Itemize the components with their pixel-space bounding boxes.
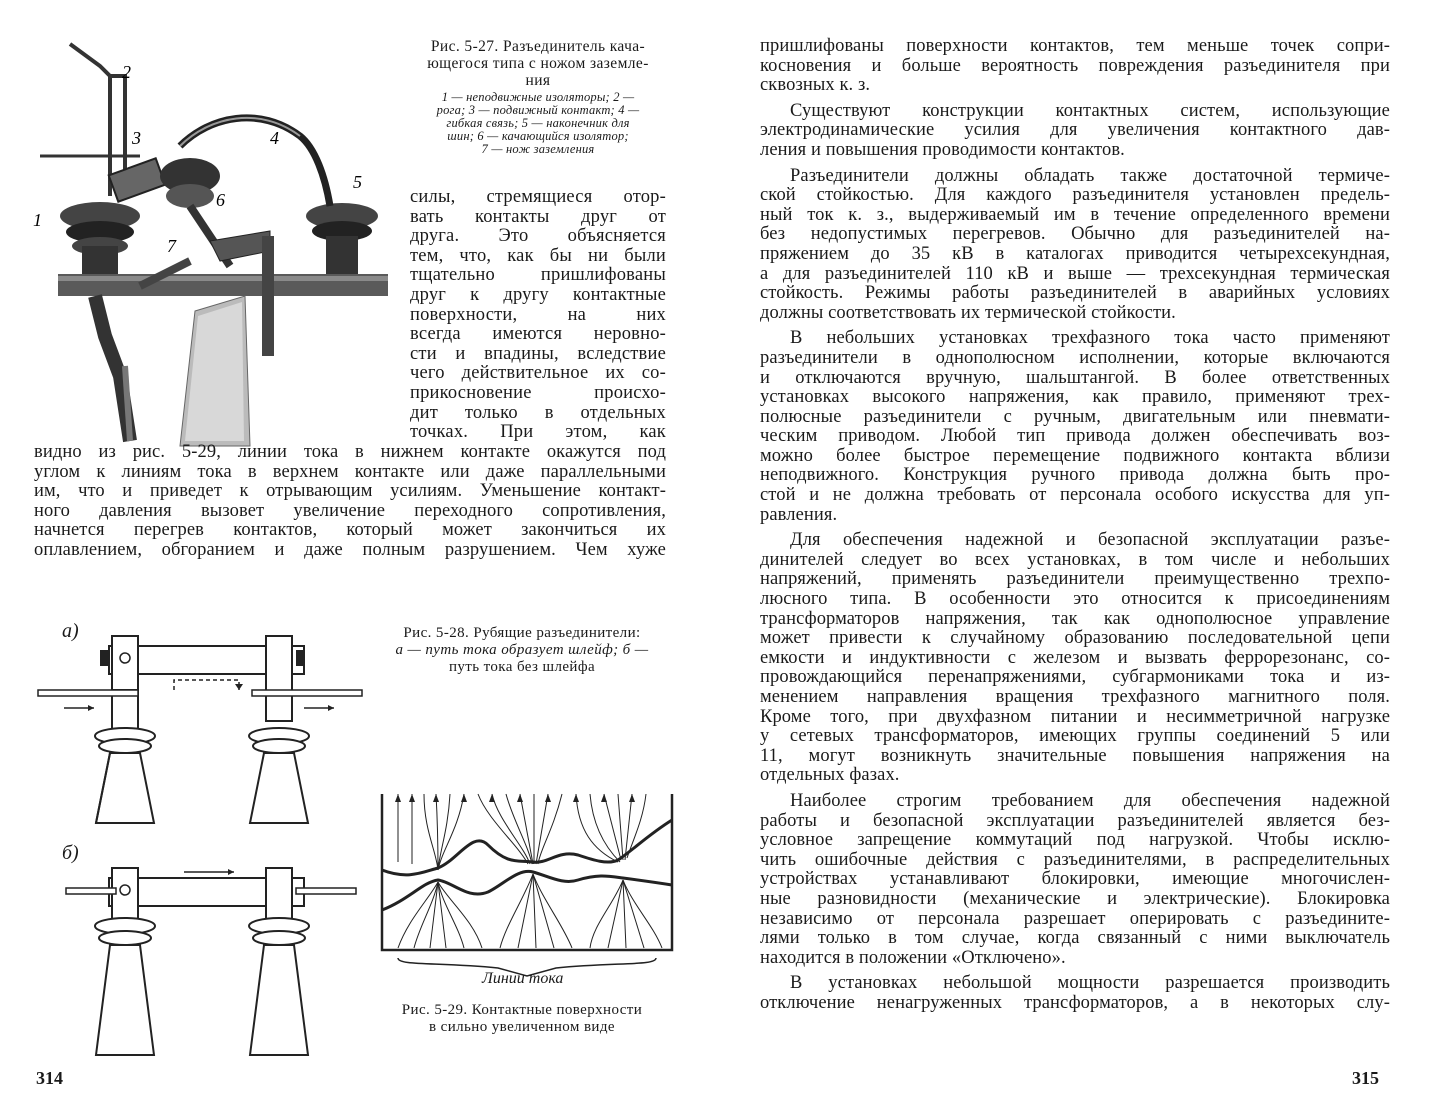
text-line: ления и повышения проводимости контактов. [760, 139, 1125, 160]
text-line: точках. При этом, как [410, 422, 666, 443]
figure-5-27-disconnector-drawing [30, 36, 410, 456]
figure-5-28-a-drawing [34, 628, 364, 828]
text-line: тщательно пришлифованы [410, 265, 666, 286]
text-line: полюсные разъединители с ручным, двигательным или пневмати- [760, 406, 1390, 427]
text-line: равления. [760, 504, 838, 525]
text-line: поверхности, на них [410, 304, 666, 325]
text-line: динителей следует во всех установках, в том числе и небольших [760, 549, 1390, 570]
legend-line: рога; 3 — подвижный контакт; 4 — [436, 103, 640, 117]
text-line: сти и впадины, вследствие [410, 343, 666, 364]
text-line: ческим приводом. Любой тип привода должен обеспечивать воз- [760, 426, 1390, 447]
full-width-text [34, 443, 666, 561]
legend-line: гибкая связь; 5 — наконечник для [446, 116, 630, 130]
text-line: Разъединители должны обладать также достаточной термиче- [790, 165, 1390, 186]
figure-5-28-b-drawing [34, 860, 364, 1060]
text-line: независимо от персонала разрешает оперировать с разъедините- [760, 908, 1390, 929]
caption-line: Рис. 5-27. Разъединитель кача- [430, 38, 646, 55]
wrap-text-block [410, 188, 666, 443]
text-line: Существуют конструкции контактных систем, использующие [790, 100, 1390, 121]
text-line: без недопустимых перегревов. Обычно для разъединителей на- [760, 224, 1390, 245]
text-line: отдельных фазах. [760, 765, 900, 786]
text-line: Для обеспечения надежной и безопасной эксплуатации разъе- [790, 530, 1390, 551]
text-line: силы, стремящиеся отор- [410, 187, 666, 207]
figure-5-28-label-a: а) [62, 620, 79, 642]
caption-line: Рис. 5-28. Рубящие разъединители: [403, 625, 641, 641]
text-line: неподвижного. Конструкция ручного привода должна быть про- [760, 465, 1390, 486]
text-line: работы и безопасной эксплуатации разъединителей является без- [760, 810, 1390, 831]
page-number-left: 314 [36, 1068, 63, 1088]
text-line: а для разъединителей 110 кВ и выше — трехсекундная термическая [760, 263, 1390, 284]
text-line: может привести к случайному образованию последовательной цепи [760, 628, 1390, 649]
paragraph-6 [760, 792, 1390, 968]
text-line: сквозных к. з. [760, 75, 871, 96]
svg-text:4: 4 [270, 128, 279, 148]
text-line: емкости и индуктивности с железом и вызвать феррорезонанс, со- [760, 647, 1390, 668]
legend-line: 7 — нож заземления [481, 142, 595, 156]
text-line: В небольших установках трехфазного тока часто применяют [790, 328, 1390, 349]
right-page-body [760, 37, 1390, 1014]
text-line: друг к другу контактные [410, 284, 666, 305]
figure-5-29-label: Линии тока [482, 970, 564, 987]
right-page [718, 0, 1436, 1106]
paragraph-3 [760, 167, 1390, 324]
text-line: Кроме того, при двухфазном питании и несимметричной нагрузке [760, 706, 1390, 727]
text-line: должны соответствовать их термической стойкости. [760, 302, 1176, 323]
text-line: напряжений, применять разъединители преимущественно трехпо- [760, 569, 1390, 590]
text-line: можно более быстрое перемещение подвижного контакта вблизи [760, 445, 1390, 466]
figure-5-29-contact-surfaces-drawing [378, 790, 676, 990]
text-line: устройствах устанавливают блокировки, имеющие многочислен- [760, 869, 1390, 890]
text-line: прикосновение происхо- [410, 382, 666, 403]
text-line: пришлифованы поверхности контактов, тем меньше точек сопри- [760, 36, 1390, 56]
text-line: начнется перегрев контактов, который может закончиться их [34, 520, 666, 541]
legend-line: 1 — неподвижные изоляторы; 2 — [441, 90, 635, 104]
figure-5-27-legend [410, 91, 666, 156]
text-line: электродинамические усилия для увеличения контактного дав- [760, 120, 1390, 141]
paragraph-5 [760, 531, 1390, 786]
caption-line: в сильно увеличенном виде [429, 1019, 615, 1035]
text-line: чего действительное их со- [410, 363, 666, 384]
text-line: стойкость. Режимы работы разъединителей в аварийных условиях [760, 283, 1390, 304]
text-line: чить ошибочные действия с разъединителями, в распределительных [760, 849, 1390, 870]
svg-text:5: 5 [353, 172, 362, 192]
text-line: друга. Это объясняется [410, 226, 666, 247]
paragraph-1 [760, 37, 1390, 96]
text-line: установках высокого напряжения, как правило, применяют трех- [760, 387, 1390, 408]
text-line: трансформаторов напряжения, так как однополюсное управление [760, 608, 1390, 629]
caption-line: Рис. 5-29. Контактные поверхности [401, 1002, 643, 1018]
svg-text:3: 3 [132, 128, 141, 148]
text-line: В установках небольшой мощности разрешается производить [790, 973, 1390, 994]
text-line: ный ток к. з., выдерживаемый им в течение определенного времени [760, 204, 1390, 225]
text-line: им, что и приведет к отрывающим усилиям. Уменьшение контакт- [34, 481, 666, 502]
text-line: люсного типа. В особенности это относится к присоединениям [760, 589, 1390, 610]
svg-text:7: 7 [167, 236, 176, 256]
figure-5-29-caption [368, 1002, 676, 1036]
text-line: видно из рис. 5-29, линии тока в нижнем контакте окажутся под [34, 442, 666, 462]
text-line: дит только в отдельных [410, 402, 666, 423]
page-number-right: 315 [1352, 1068, 1379, 1088]
figure-5-27-title [410, 38, 666, 89]
text-line: отключение ненагруженных трансформаторов, а в некоторых слу- [760, 992, 1390, 1013]
text-line: тем, что, как бы ни были [410, 245, 666, 266]
svg-text:2: 2 [122, 62, 131, 82]
caption-line: а — путь тока образует шлейф; б — [395, 642, 649, 658]
text-line: менением направления вращения трехфазного магнитного поля. [760, 687, 1390, 707]
figure-5-28-label-b: б) [62, 842, 79, 864]
text-line: пряжением до 35 кВ в каталогах приводится четырехсекундная, [760, 243, 1390, 264]
figure-5-28-caption [368, 625, 676, 676]
paragraph-2 [760, 102, 1390, 161]
text-line: находится в положении «Отключено». [760, 947, 1066, 968]
caption-line: путь тока без шлейфа [448, 659, 596, 675]
svg-text:6: 6 [216, 190, 225, 210]
text-line: ской стойкостью. Для каждого разъединителя установлен предель- [760, 185, 1390, 206]
text-line: ные разновидности (механические и электрические). Блокировка [760, 888, 1390, 909]
text-line: лями только в том случае, когда связанный с ними выключатель [760, 928, 1390, 949]
text-line: условное запрещение коммутаций под нагрузкой. Чтобы исклю- [760, 830, 1390, 851]
svg-text:1: 1 [33, 210, 42, 230]
text-line: и отключаются вручную, шальштангой. В более ответственных [760, 367, 1390, 388]
text-line: у сетевых трансформаторов, имеющих группы соединений 5 или [760, 726, 1390, 747]
caption-line: ющегося типа с ножом заземле- [427, 55, 649, 72]
paragraph-7 [760, 974, 1390, 1013]
caption-line: ния [525, 72, 551, 89]
text-line: разъединители в однополюсном исполнении, которые включаются [760, 347, 1390, 368]
text-line: Наиболее строгим требованием для обеспечения надежной [790, 790, 1390, 811]
text-line: углом к линиям тока в верхнем контакте или даже параллельными [34, 461, 666, 482]
text-line: стой и не должна требовать от персонала особого искусства для уп- [760, 485, 1390, 506]
paragraph-4 [760, 329, 1390, 525]
text-line: оплавлением, обгоранием и даже полным разрушением. Чем хуже [34, 539, 666, 560]
text-line: всегда имеются неровно- [410, 324, 666, 345]
text-line: ного давления вызовет увеличение переходного сопротивления, [34, 500, 666, 521]
text-line: вать контакты друг от [410, 206, 666, 227]
legend-line: шин; 6 — качающийся изолятор; [447, 129, 629, 143]
text-line: 11, могут возникнуть значительные повышения напряжения на [760, 745, 1390, 766]
text-line: провождающийся перенапряжениями, субгармониками тока и из- [760, 667, 1390, 688]
text-line: косновения и больше вероятность повреждения разъединителя при [760, 55, 1390, 76]
